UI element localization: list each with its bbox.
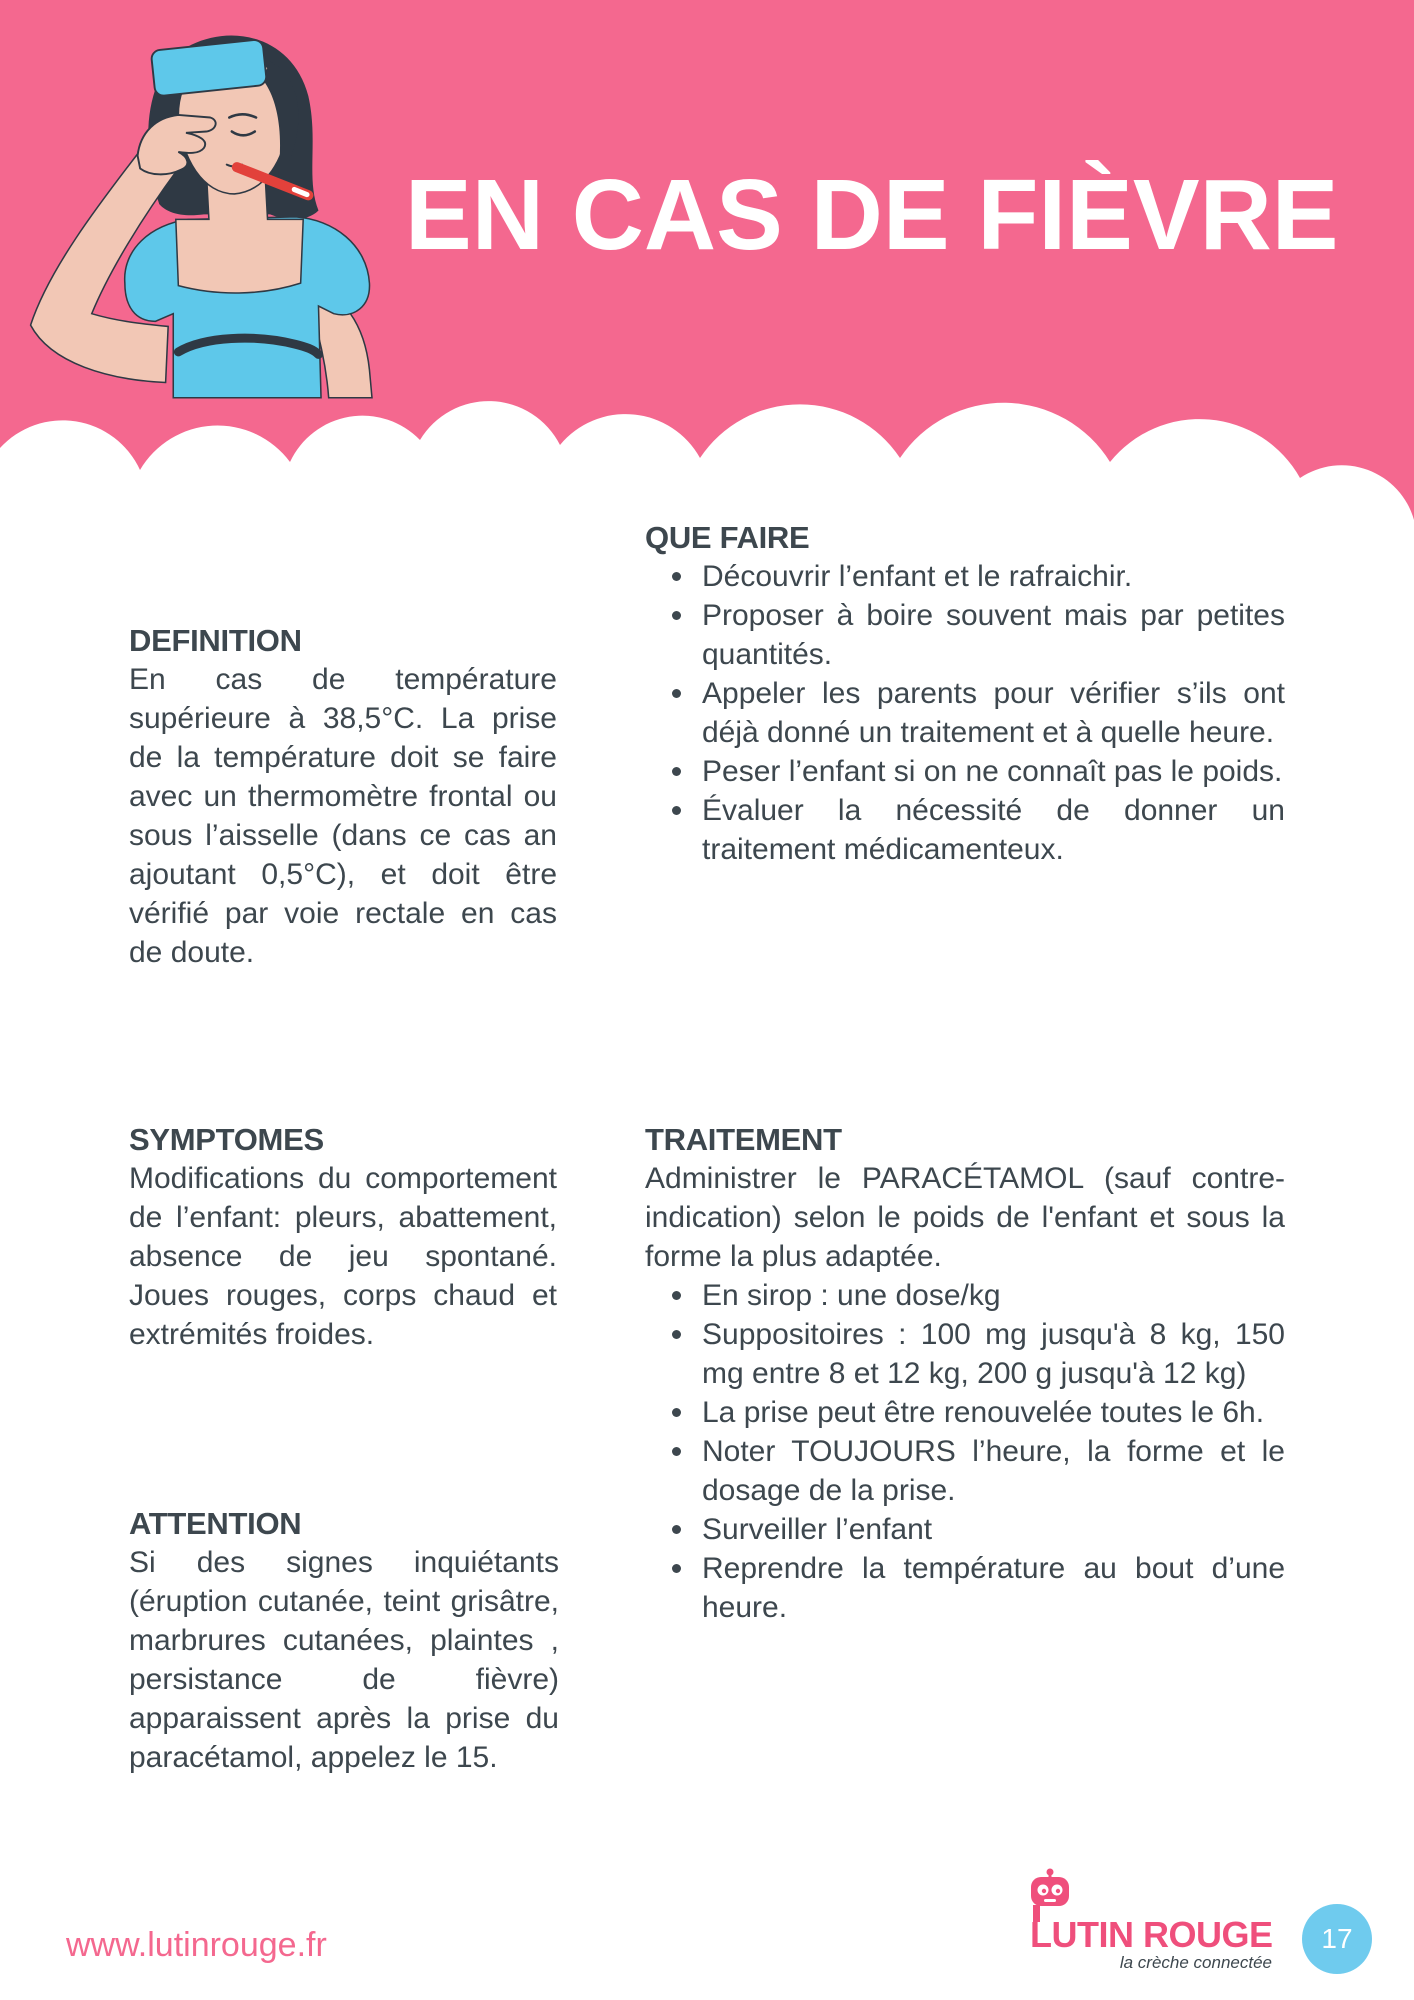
list-item: Évaluer la nécessité de donner un traitement médicamenteux. xyxy=(645,791,1285,869)
antenna-ball xyxy=(1047,1869,1054,1876)
website-link[interactable]: www.lutinrouge.fr xyxy=(66,1926,327,1964)
symptomes-section xyxy=(129,1120,557,1354)
attention-heading: ATTENTION xyxy=(129,1506,302,1541)
page-title: EN CAS DE FIÈVRE xyxy=(405,159,1339,271)
list-item: Proposer à boire souvent mais par petites quantités. xyxy=(645,596,1285,674)
list-item: Surveiller l’enfant xyxy=(645,1510,1285,1549)
attention-section xyxy=(129,1504,559,1777)
definition-heading: DEFINITION xyxy=(129,623,302,658)
definition-text: En cas de température supérieure à 38,5°C. La prise de la température doit se faire avec un thermomètre frontal ou sous l’aisselle (dans ce cas an ajoutant 0,5°C), et doit être vérifié par voie rectale en cas de doute. xyxy=(129,663,557,969)
list-item: Noter TOUJOURS l’heure, la forme et le dosage de la prise. xyxy=(645,1432,1285,1510)
traitement-section xyxy=(645,1120,1285,1627)
logo-tagline: la crèche connectée xyxy=(1119,1953,1272,1972)
symptomes-heading: SYMPTOMES xyxy=(129,1122,324,1157)
figure-mouth xyxy=(1044,1899,1056,1902)
list-item: Découvrir l’enfant et le rafraichir. xyxy=(645,557,1285,596)
traitement-heading: TRAITEMENT xyxy=(645,1122,842,1157)
que-faire-heading: QUE FAIRE xyxy=(645,520,810,555)
list-item: La prise peut être renouvelée toutes le 6h. xyxy=(645,1393,1285,1432)
list-item: Appeler les parents pour vérifier s’ils ont déjà donné un traitement et à quelle heure. xyxy=(645,674,1285,752)
list-item: Peser l’enfant si on ne connaît pas le poids. xyxy=(645,752,1285,791)
definition-section xyxy=(129,621,557,972)
figure-pupil xyxy=(1042,1889,1046,1893)
page-number-badge: 17 xyxy=(1302,1904,1372,1974)
traitement-intro: Administrer le PARACÉTAMOL (sauf contre-indication) selon le poids de l'enfant et sous la forme la plus adaptée. xyxy=(645,1162,1285,1273)
logo-name: LUTIN ROUGE xyxy=(1030,1914,1273,1955)
figure-pupil xyxy=(1056,1889,1060,1893)
list-item: Reprendre la température au bout d’une heure. xyxy=(645,1549,1285,1627)
que-faire-section xyxy=(645,518,1285,869)
traitement-list xyxy=(645,1276,1285,1627)
symptomes-text: Modifications du comportement de l’enfant: pleurs, abattement, absence de jeu spontané. Joues rouges, corps chaud et extrémités froides. xyxy=(129,1162,557,1351)
que-faire-list xyxy=(645,557,1285,869)
list-item: Suppositoires : 100 mg jusqu'à 8 kg, 150 mg entre 8 et 12 kg, 200 g jusqu'à 12 kg) xyxy=(645,1315,1285,1393)
attention-text: Si des signes inquiétants (éruption cutanée, teint grisâtre, marbrures cutanées, plaintes , persistance de fièvre) apparaissent après la prise du paracétamol, appelez le 15. xyxy=(129,1546,559,1774)
list-item: En sirop : une dose/kg xyxy=(645,1276,1285,1315)
